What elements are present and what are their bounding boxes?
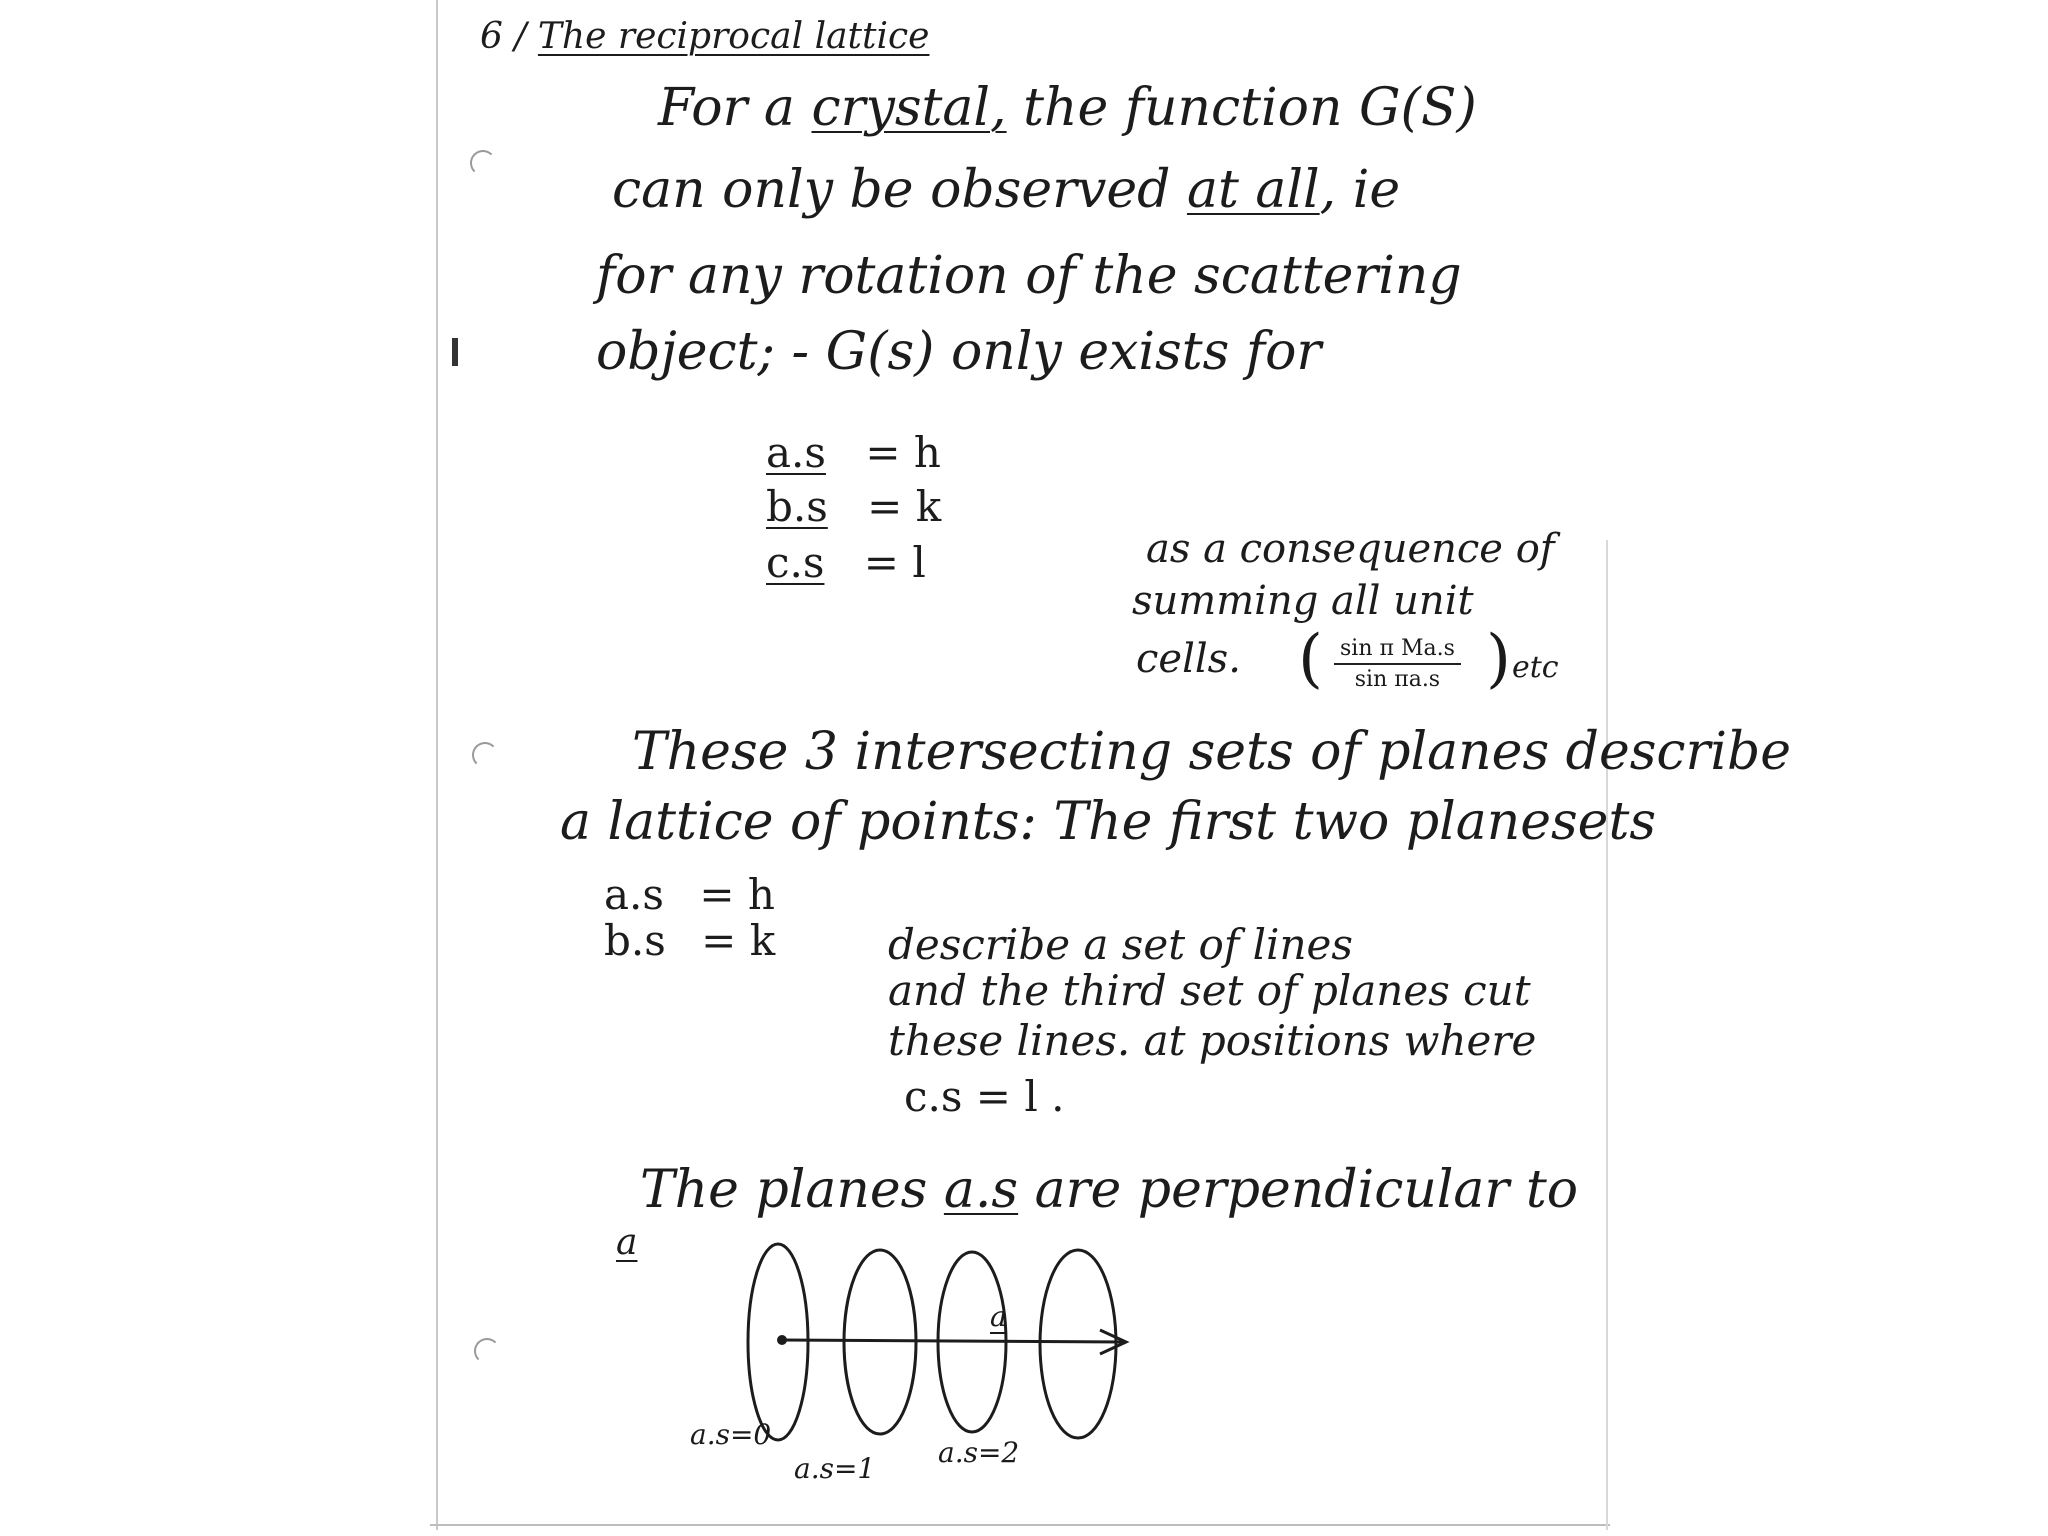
underlined-term: a.s: [943, 1160, 1019, 1220]
plane-ellipse: [1040, 1250, 1116, 1438]
text-fragment: For a: [658, 78, 795, 138]
text-fragment: the function G(S): [1023, 78, 1477, 138]
paragraph-line: and the third set of planes cut: [888, 966, 1531, 1015]
fraction-denominator: sin πa.s: [1354, 667, 1441, 692]
equation-lhs: b.s: [604, 916, 666, 965]
equation-rhs: = l: [863, 538, 926, 587]
paragraph-line: These 3 intersecting sets of planes describe: [632, 722, 1792, 782]
equation-rhs: = k: [867, 482, 942, 531]
plane-label: a.s=1: [794, 1452, 876, 1485]
vector-a-arrow-label: a: [990, 1300, 1007, 1333]
open-paren: (: [1298, 622, 1323, 696]
paragraph-line: for any rotation of the scattering: [596, 246, 1462, 306]
section-heading: 6 / The reciprocal lattice: [480, 16, 930, 57]
close-paren: ): [1486, 622, 1511, 696]
fraction-numerator: sin π Ma.s: [1334, 636, 1461, 665]
side-note-line: cells.: [1136, 636, 1241, 682]
plane-label: a.s=0: [690, 1418, 772, 1451]
equation-rhs: = k: [701, 916, 776, 965]
side-note-line: summing all unit: [1132, 578, 1474, 624]
underlined-term: crystal,: [811, 78, 1007, 138]
equation-rhs: = h: [865, 428, 941, 477]
side-note-line: as a consequence of: [1146, 526, 1555, 572]
paragraph-line: these lines. at positions where: [888, 1016, 1537, 1065]
equation: c.s = l .: [904, 1072, 1065, 1121]
vector-a-label: a: [616, 1222, 638, 1263]
text-fragment: The planes: [640, 1160, 928, 1220]
text-fragment: can only be observed: [612, 160, 1171, 220]
section-title: The reciprocal lattice: [537, 16, 930, 57]
paragraph-line: a lattice of points: The first two planesets: [560, 792, 1657, 852]
equation-lhs: b.s: [766, 482, 828, 531]
equation-lhs: a.s: [766, 428, 826, 477]
text-fragment: are perpendicular to: [1034, 1160, 1579, 1220]
equation-lhs: a.s: [604, 870, 664, 919]
vector-a-arrow-shaft: [782, 1340, 1124, 1342]
plane-label: a.s=2: [938, 1436, 1020, 1469]
origin-point: [777, 1335, 787, 1345]
underlined-term: at all: [1186, 160, 1320, 220]
side-note-etc: etc: [1512, 650, 1559, 685]
section-number: 6: [480, 16, 503, 57]
equation-rhs: = h: [699, 870, 775, 919]
paragraph-line: describe a set of lines: [888, 920, 1353, 969]
equation-lhs: c.s: [766, 538, 825, 587]
text-fragment: , ie: [1319, 160, 1401, 220]
paragraph-line: object; - G(s) only exists for: [596, 322, 1322, 382]
